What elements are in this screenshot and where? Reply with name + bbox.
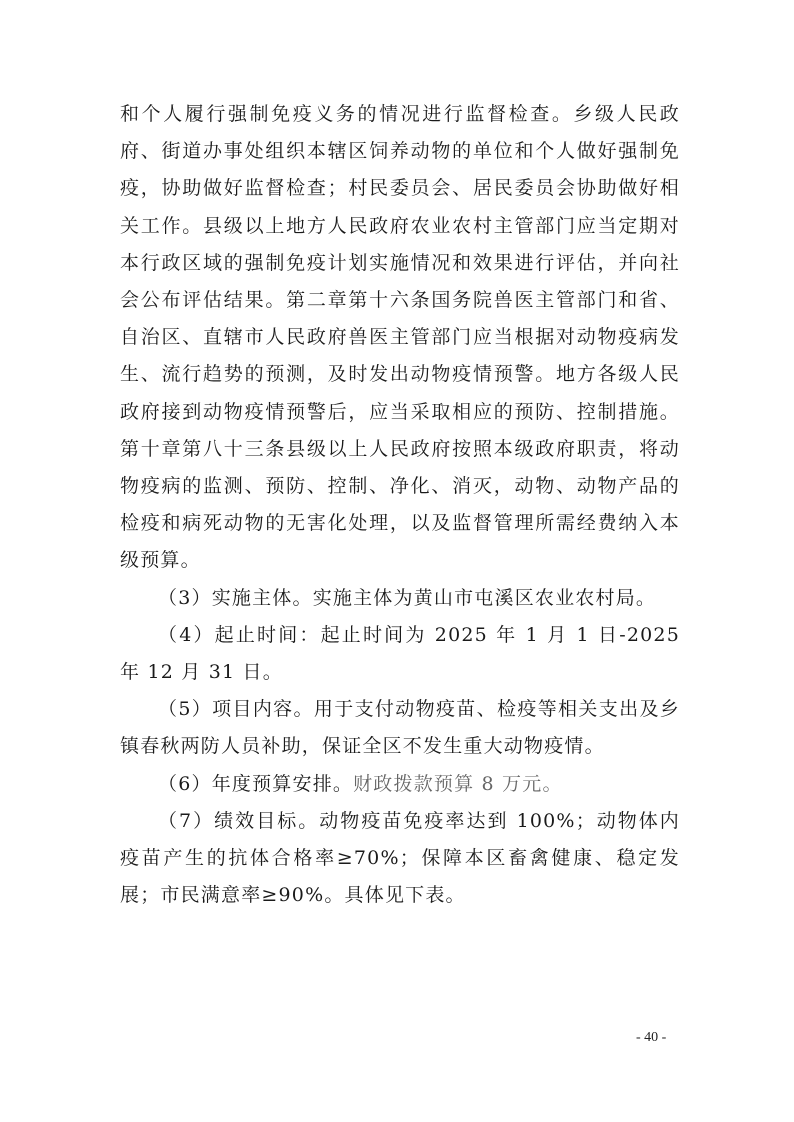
annual-budget-label: （6）年度预算安排。 bbox=[158, 772, 354, 795]
paragraph-performance-goals: （7）绩效目标。动物疫苗免疫率达到 100%；动物体内疫苗产生的抗体合格率≥70%；保障本区畜禽健康、稳定发展；市民满意率≥90%。具体见下表。 bbox=[120, 809, 680, 907]
paragraph-project-content: （5）项目内容。用于支付动物疫苗、检疫等相关支出及乡镇春秋两防人员补助，保证全区不发生重大动物疫情。 bbox=[120, 698, 680, 758]
annual-budget-amount: 财政拨款预算 8 万元。 bbox=[353, 772, 563, 795]
paragraph-legal-text: 和个人履行强制免疫义务的情况进行监督检查。乡级人民政府、街道办事处组织本辖区饲养动物的单位和个人做好强制免疫，协助做好监督检查；村民委员会、居民委员会协助做好相关工作。县级以上地方人民政府农业农村主管部门应当定期对本行政区域的强制免疫计划实施情况和效果进行评估，并向社会公布评估结果。第二章第十六条国务院兽医主管部门和省、自治区、直辖市人民政府兽医主管部门应当根据对动物疫病发生、流行趋势的预测，及时发出动物疫情预警。地方各级人民政府接到动物疫情预警后，应当采取相应的预防、控制措施。第十章第八十三条县级以上人民政府按照本级政府职责，将动物疫病的监测、预防、控制、净化、消灭，动物、动物产品的检疫和病死动物的无害化处理，以及监督管理所需经费纳入本级预算。 bbox=[120, 103, 680, 572]
paragraph-annual-budget bbox=[120, 766, 680, 803]
document-body bbox=[120, 96, 680, 914]
paragraph-implementing-entity: （3）实施主体。实施主体为黄山市屯溪区农业农村局。 bbox=[158, 586, 657, 609]
paragraph-time-period: （4）起止时间：起止时间为 2025 年 1 月 1 日-2025 年 12 月 31 日。 bbox=[120, 623, 680, 684]
page-number: - 40 - bbox=[636, 1030, 667, 1045]
